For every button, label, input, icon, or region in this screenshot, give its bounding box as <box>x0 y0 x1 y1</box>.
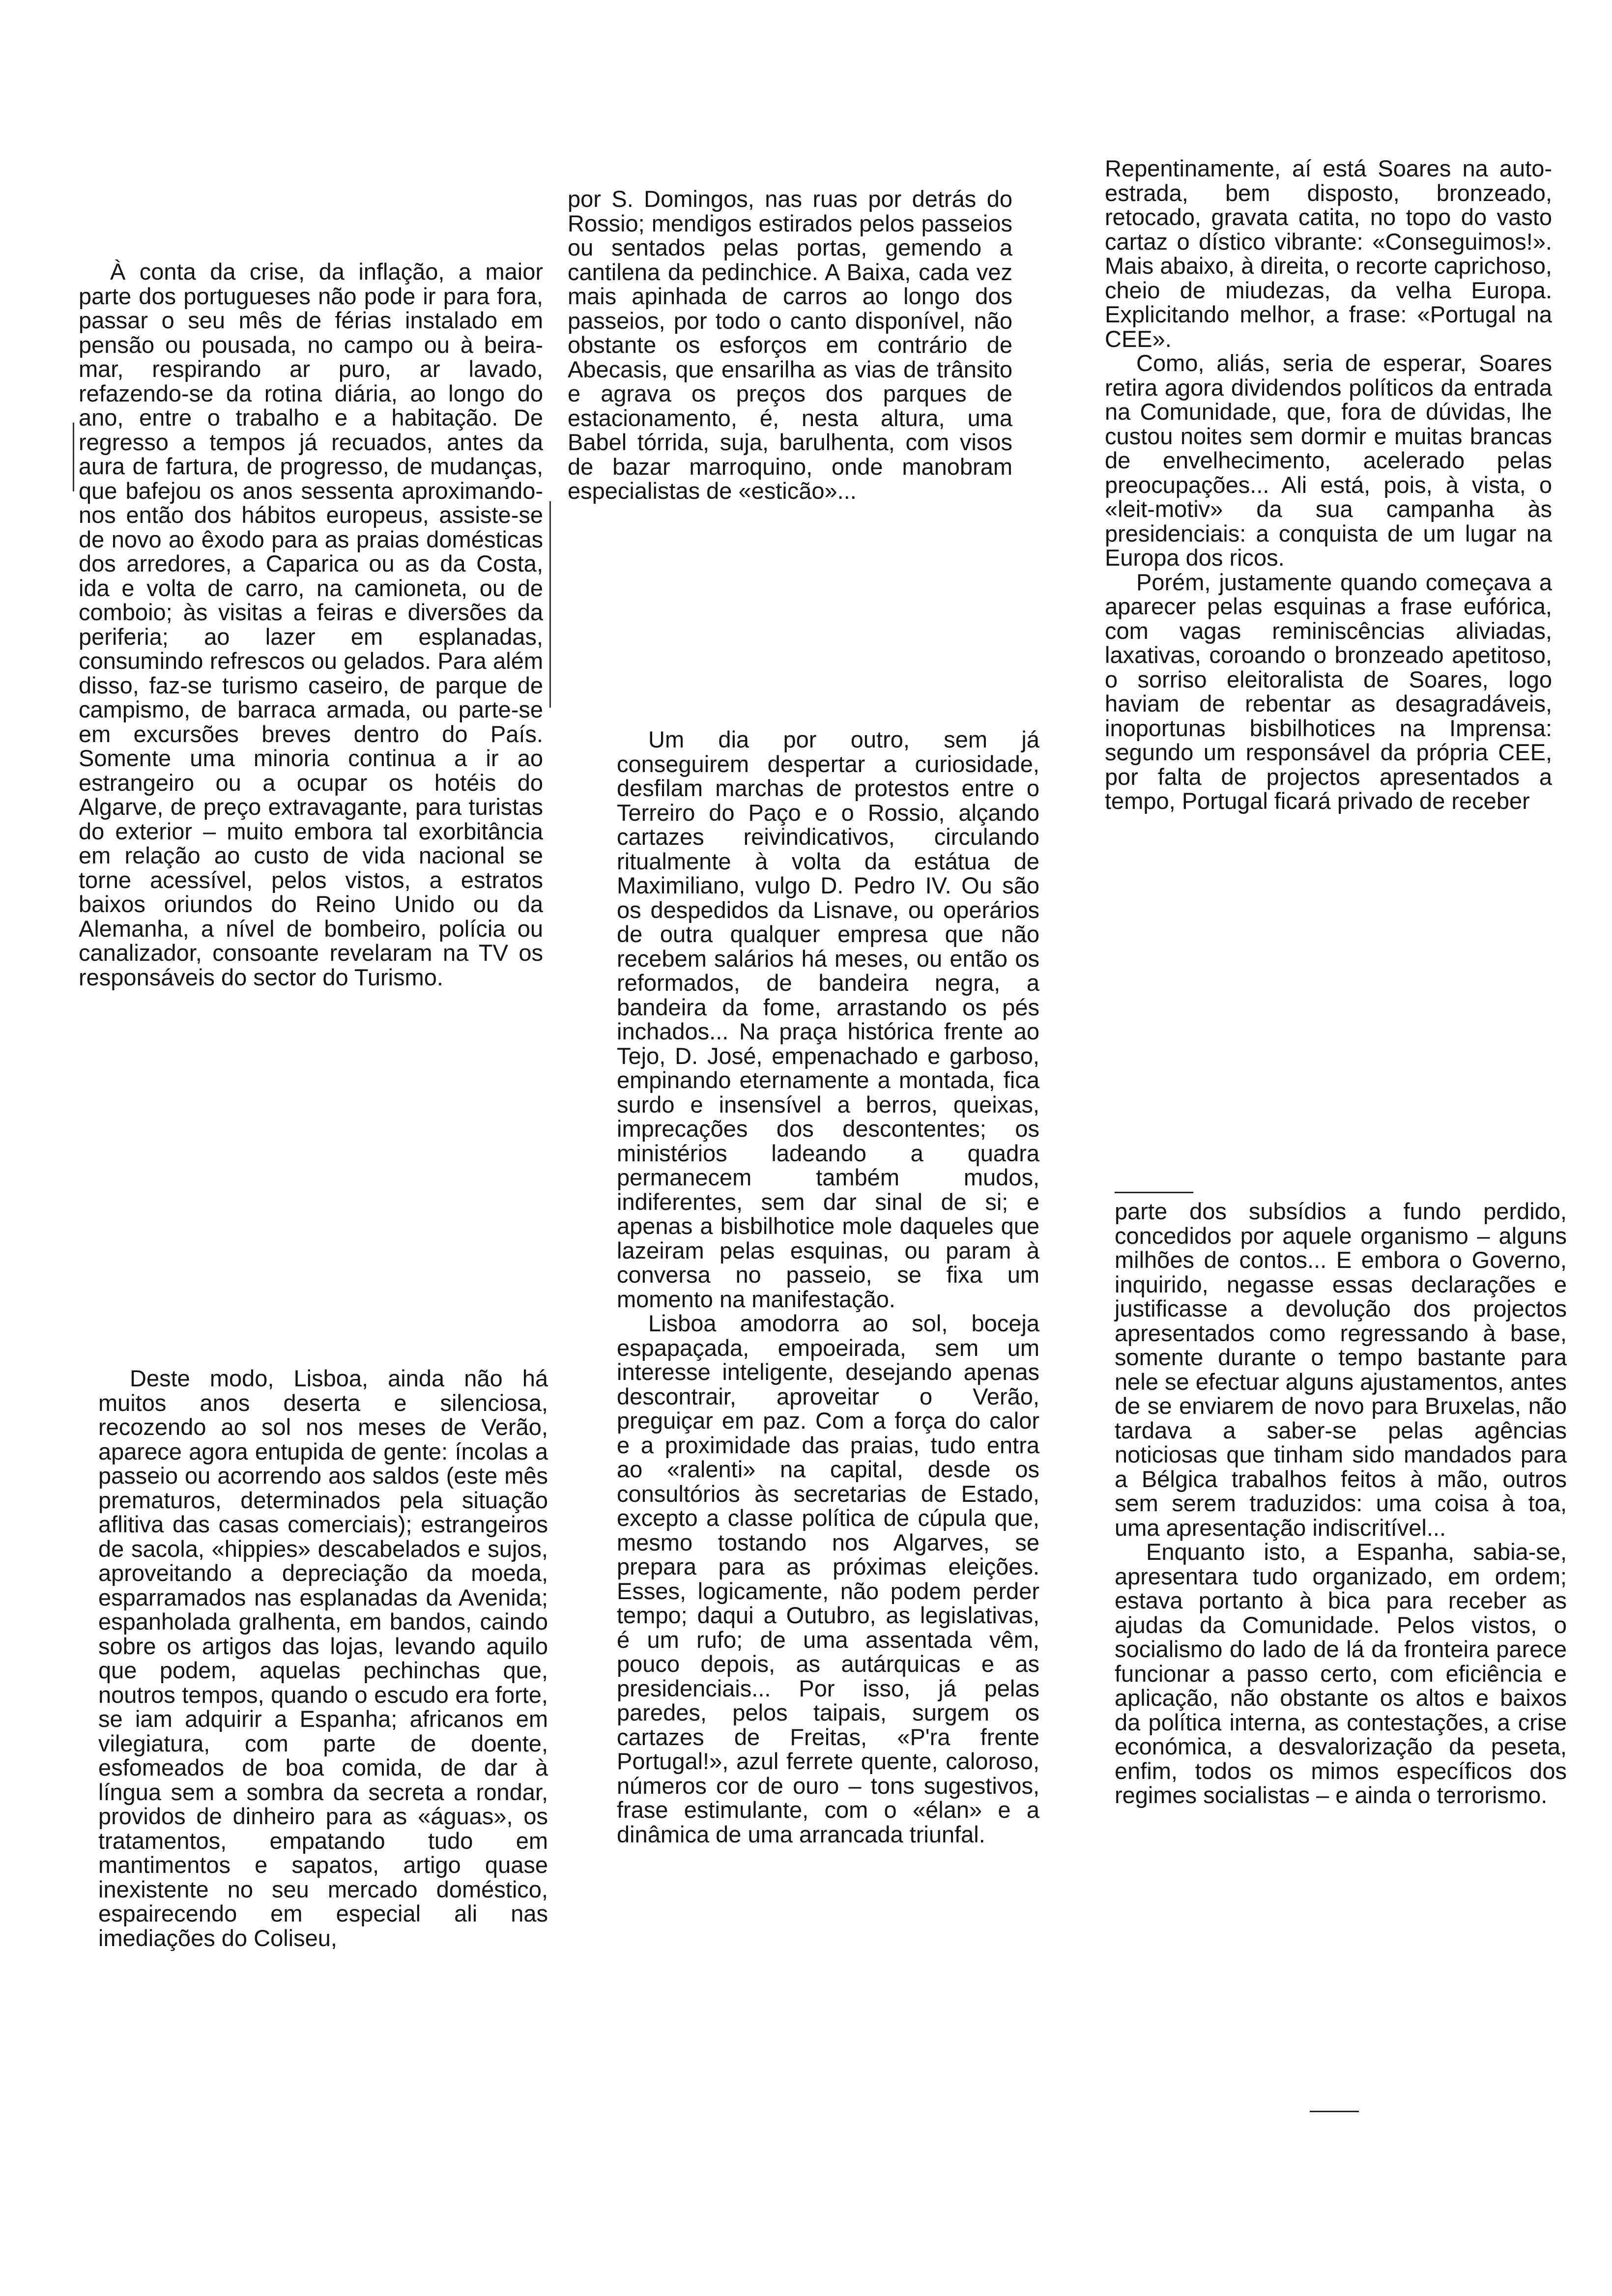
paragraph-spain: Enquanto isto, a Espanha, sabia-se, apresentara tudo organizado, em ordem; estava portanto à bica para receber as ajudas da Comunidade. Pelos vistos, o socialismo do lado de lá da fronteira parece funcionar a passo certo, com eficiência e aplicação, não obstante os altos e baixos da política interna, as contestações, a crise económica, a desvalorização da peseta, enfim, todos os mimos específicos dos regimes socialistas – e ainda o terrorismo. <box>1115 1539 1567 1808</box>
end-mark <box>1310 2111 1359 2112</box>
column-3 <box>1105 156 1552 813</box>
paragraph-dividends: Como, aliás, seria de esperar, Soares retira agora dividendos políticos da entrada na Comunidade, que, fora de dúvidas, lhe custou noites sem dormir e muitas brancas de envelhecimento, acelerado pelas preocupações... Ali está, pois, à vista, o «leit-motiv» da sua campanha às presidenciais: a conquista de um lugar na Europa dos ricos. <box>1105 350 1552 571</box>
paragraph-baixa: por S. Domingos, nas ruas por detrás do Rossio; mendigos estirados pelos passeios ou sentados pelas portas, gemendo a cantilena da pedinchice. A Baixa, cada vez mais apinhada de carros ao longo dos passeios, por todo o canto disponível, não obstante os esforços em contrário de Abecasis, que ensarilha as vias de trânsito e agrava os preços dos parques de estacionamento, é, nesta altura, uma Babel tórrida, suja, barulhenta, com visos de bazar marroquino, onde manobram especialistas de «esticão»... <box>568 186 1012 504</box>
paragraph-subsidies: parte dos subsídios a fundo perdido, concedidos por aquele organismo – alguns milhões de contos... E embora o Governo, inquirido, negasse essas declarações e justificasse a devolução dos projectos apresentados como regressando à base, somente durante o tempo bastante para nele se efectuar alguns ajustamentos, antes de se enviarem de novo para Bruxelas, não tardava a saber-se pelas agências noticiosas que tinham sido mandados para a Bélgica trabalhos feitos à mão, outros sem serem traduzidos: uma coisa à toa, uma apresentação indiscritível... <box>1115 1198 1567 1541</box>
paragraph-crisis-holidays: À conta da crise, da inflação, a maior parte dos portugueses não pode ir para fora, passar o seu mês de férias instalado em pensão ou pousada, no campo ou à beira-mar, respirando ar puro, ar lavado, refazendo-se da rotina diária, ao longo do ano, entre o trabalho e a habitação. De regresso a tempos já recuados, antes da aura de fartura, de progresso, de mudanças, que bafejou os anos sessenta aproximando-nos então dos hábitos europeus, assiste-se de novo ao êxodo para as praias domésticas dos arredores, a Caparica ou as da Costa, ida e volta de carro, na camioneta, ou de comboio; às visitas a feiras e diversões da periferia; ao lazer em esplanadas, consumindo refrescos ou gelados. Para além disso, faz-se turismo caseiro, de parque de campismo, de barraca armada, ou parte-se em excursões breves dentro do País. Somente uma minoria continua a ir ao estrangeiro ou a ocupar os hotéis do Algarve, de preço extravagante, para turistas do exterior – muito embora tal exorbitância em relação ao custo de vida nacional se torne acessível, pelos vistos, a estratos baixos oriundos do Reino Unido ou da Alemanha, a nível de bombeiro, polícia ou canalizador, consoante revelaram na TV os responsáveis do sector do Turismo. <box>79 258 543 990</box>
column-1 <box>79 259 543 989</box>
paragraph-soares-poster: Repentinamente, aí está Soares na auto-estrada, bem disposto, bronzeado, retocado, gravata catita, no topo do vasto cartaz o dístico vibrante: «Conseguimos!». Mais abaixo, à direita, o recorte caprichoso, cheio de miudezas, da velha Europa. Explicitando melhor, a frase: «Portugal na CEE». <box>1105 155 1552 352</box>
margin-mark <box>73 423 74 491</box>
column-3-continued <box>1115 1199 1567 1808</box>
column-2 <box>568 187 1012 503</box>
paragraph-lisbon-summer: Deste modo, Lisboa, ainda não há muitos anos deserta e silenciosa, recozendo ao sol nos meses de Verão, aparece agora entupida de gente: íncolas a passeio ou acorrendo aos saldos (este mês prematuros, determinados pela situação aflitiva das casas comerciais); estrangeiros de sacola, «hippies» descabelados e sujos, aproveitando a depreciação da moeda, esparramados nas esplanadas da Avenida; espanholada gralhenta, em bandos, caindo sobre os artigos das lojas, levando aquilo que podem, aquelas pechinchas que, noutros tempos, quando o escudo era forte, se iam adquirir a Espanha; africanos em vilegiatura, com parte de doente, esfomeados de boa comida, de dar à língua sem a sombra da secreta a rondar, providos de dinheiro para as «águas», os tratamentos, empatando tudo em mantimentos e sapatos, artigo quase inexistente no seu mercado doméstico, espairecendo em especial ali nas imediações do Coliseu, <box>98 1365 548 1951</box>
column-1-continued <box>98 1366 548 1950</box>
column-2-continued <box>617 727 1039 1846</box>
margin-mark <box>549 501 551 708</box>
column-separator-rule <box>1115 1192 1193 1193</box>
paragraph-protests: Um dia por outro, sem já conseguirem despertar a curiosidade, desfilam marchas de protestos entre o Terreiro do Paço e o Rossio, alçando cartazes reivindicativos, circulando ritualmente à volta da estátua de Maximiliano, vulgo D. Pedro IV. Ou são os despedidos da Lisnave, ou operários de outra qualquer empresa que não recebem salários há meses, ou então os reformados, de bandeira negra, a bandeira da fome, arrastando os pés inchados... Na praça histórica frente ao Tejo, D. José, empenachado e garboso, empinando eternamente a montada, fica surdo e insensível a berros, queixas, imprecações dos descontentes; os ministérios ladeando a quadra permanecem também mudos, indiferentes, sem dar sinal de si; e apenas a bisbilhotice mole daqueles que lazeiram pelas esquinas, ou param à conversa no passeio, se fixa um momento na manifestação. <box>617 726 1039 1312</box>
paragraph-lisbon-sleeps: Lisboa amodorra ao sol, boceja espapaçada, empoeirada, sem um interesse inteligente, desejando apenas descontrair, aproveitar o Verão, preguiçar em paz. Com a força do calor e a proximidade das praias, tudo entra ao «ralenti» na capital, desde os consultórios às secretarias de Estado, excepto a classe política de cúpula que, mesmo tostando nos Algarves, se prepara para as próximas eleições. Esses, logicamente, não podem perder tempo; daqui a Outubro, as legislativas, é um rufo; de uma assentada vêm, pouco depois, as autárquicas e as presidenciais... Por isso, já pelas paredes, pelos taipais, surgem os cartazes de Freitas, «P'ra frente Portugal!», azul ferrete quente, caloroso, números cor de ouro – tons sugestivos, frase estimulante, com o «élan» e a dinâmica de uma arrancada triunfal. <box>617 1310 1039 1847</box>
paragraph-however: Porém, justamente quando começava a aparecer pelas esquinas a frase eufórica, com vagas reminiscências aliviadas, laxativas, coroando o bronzeado apetitoso, o sorriso eleitoralista de Soares, logo haviam de rebentar as desagradáveis, inoportunas bisbilhotices na Imprensa: segundo um responsável da própria CEE, por falta de projectos apresentados a tempo, Portugal ficará privado de receber <box>1105 569 1552 814</box>
